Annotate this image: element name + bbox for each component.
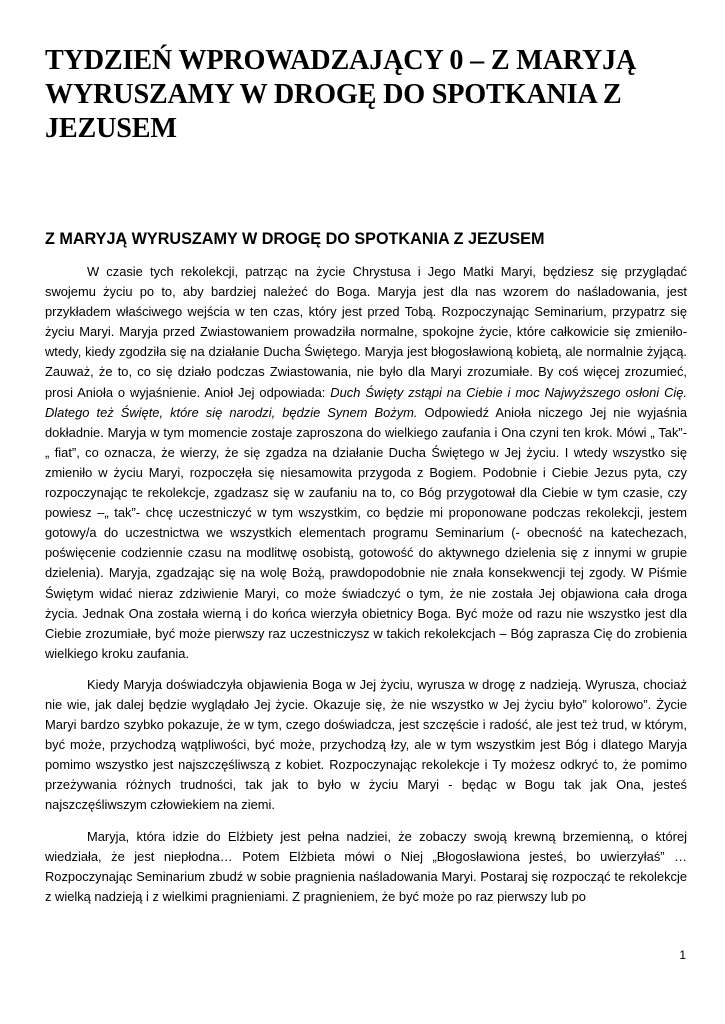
document-body	[45, 262, 687, 918]
scripture-quote: Duch Święty zstąpi na Ciebie i moc Najwyższego osłoni Cię. Dlatego też Święte, które się narodzi, będzie Synem Bożym.	[45, 384, 687, 420]
section-heading: Z MARYJĄ WYRUSZAMY W DROGĘ DO SPOTKANIA Z JEZUSEM	[45, 230, 545, 248]
paragraph-2: Kiedy Maryja doświadczyła objawienia Boga w Jej życiu, wyrusza w drogę z nadzieją. Wyrusza, chociaż nie wie, jak dalej będzie wyglądało Jej życie. Okazuje się, że nie wszystko w Jej życiu było” kolorowo”. Życie Maryi bardzo szybko pokazuje, że w tym, czego doświadcza, jest szczęście i radość, ale jest też trud, w którym, być może, przychodzą wątpliwości, być może, przychodzą łzy, ale w tym wszystkim jest Bóg i dlatego Maryja pomimo wszystko jest najszczęśliwszą z kobiet. Rozpoczynając rekolekcje i Ty możesz odkryć to, że pomimo przeżywania różnych trudności, tak jak to było w życiu Maryi - będąc w Bogu tak jak Ona, jesteś najszczęśliwszym człowiekiem na ziemi.	[45, 676, 687, 813]
paragraph-1-text-start: W czasie tych rekolekcji, patrząc na życie Chrystusa i Jego Matki Maryi, będziesz się przyglądać swojemu życiu po to, aby bardziej należeć do Boga. Maryja jest dla nas wzorem do naśladowania, jest przykładem właściwego wejścia w ten czas, który jest przed Tobą. Rozpoczynając Seminarium, przypatrz się życiu Maryi. Maryja przed Zwiastowaniem prowadziła normalne, spokojne życie, które całkowicie się zmieniło- wtedy, kiedy zgodziła się na działanie Ducha Świętego. Maryja jest błogosławioną kobietą, ale normalnie żyjącą. Zauważ, że to, co się działo podczas Zwiastowania, nie było dla Maryi zrozumiałe. By coś więcej zrozumieć, prosi Anioła o wyjaśnienie. Anioł Jej odpowiada:	[45, 264, 687, 400]
paragraph-1	[45, 262, 687, 664]
page-number: 1	[679, 948, 686, 962]
paragraph-1-text-end: Odpowiedź Anioła niczego Jej nie wyjaśnia dokładnie. Maryja w tym momencie zostaje zaproszona do wielkiego zaufania i Ona czyni ten krok. Mówi „ Tak”- „ fiat”, co oznacza, że wierzy, że się zgadza na działanie Ducha Świętego w Jej życiu. I wtedy wszystko się zmieniło w życiu Maryi, rozpoczęła się niesamowita przygoda z Bogiem. Podobnie i Ciebie Jezus pyta, czy rozpoczynając te rekolekcje, zgadzasz się w zaufaniu na to, co Bóg przygotował dla Ciebie w tym czasie, czy powiesz –„ tak”- chcę uczestniczyć w tym wszystkim, co będzie mi proponowane podczas rekolekcji, jestem gotowy/a do uczestnictwa we wszystkich elementach programu Seminarium (- obecność na katechezach, poświęcenie codziennie czasu na modlitwę osobistą, gotowość do aktywnego dzielenia się z innymi w grupie dzielenia). Maryja, zgadzając się na wolę Bożą, prawdopodobnie nie znała konsekwencji tej zgody. W Piśmie Świętym widać nieraz zdziwienie Maryi, co może świadczyć o tym, że nie została Jej objawiona cała droga życia. Jednak Ona została wierną i do końca wierzyła obietnicy Boga. Być może od razu nie wszystko jest dla Ciebie zrozumiałe, być może pierwszy raz uczestniczysz w takich rekolekcjach – Bóg zaprasza Cię do zrobienia wielkiego kroku zaufania.	[45, 404, 687, 661]
page-title: TYDZIEŃ WPROWADZAJĄCY 0 – Z MARYJĄ WYRUSZAMY W DROGĘ DO SPOTKANIA Z JEZUSEM	[45, 45, 637, 144]
paragraph-3: Maryja, która idzie do Elżbiety jest pełna nadziei, że zobaczy swoją krewną brzemienną, o której wiedziała, że jest niepłodna… Potem Elżbieta mówi o Niej „Błogosławiona jesteś, bo uwierzyłaś” …Rozpoczynając Seminarium zbudź w sobie pragnienia naśladowania Maryi. Postaraj się rozpocząć te rekolekcje z wielką nadzieją i z wielkimi pragnieniami. Z pragnieniem, że być może po raz pierwszy lub po	[45, 828, 687, 904]
